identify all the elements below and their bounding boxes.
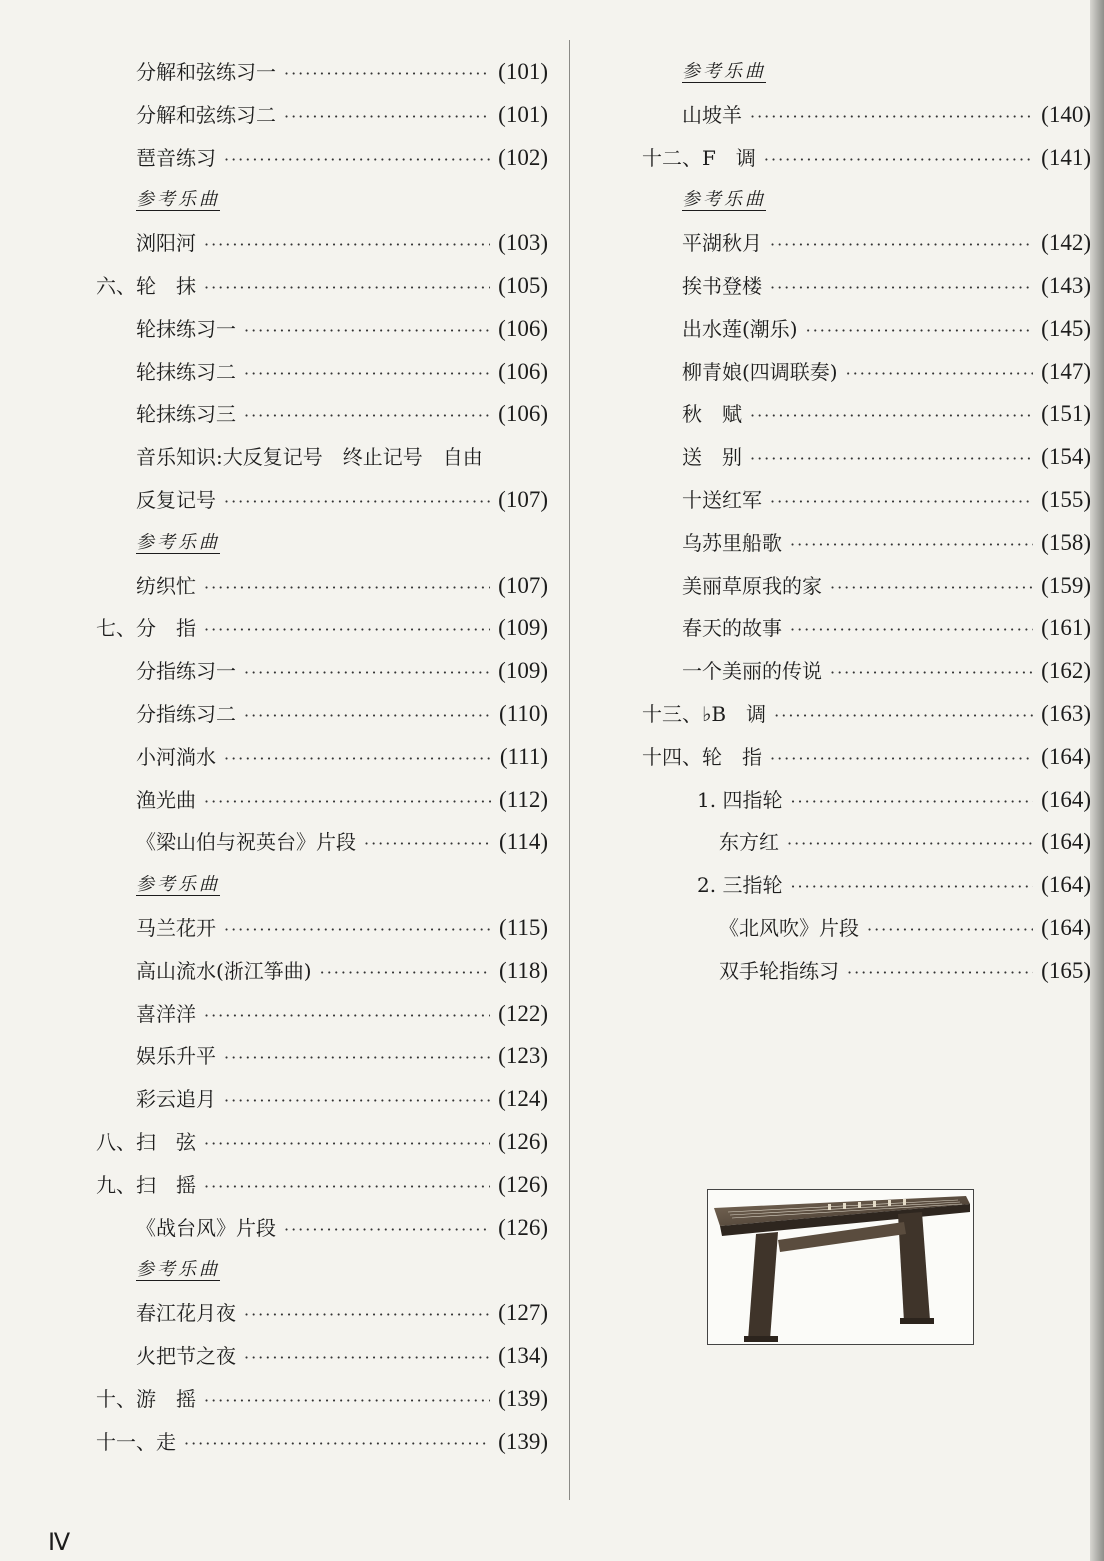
toc-page-number: (126) [498,1129,548,1154]
dot-leader [244,1344,490,1372]
toc-page-number: (110) [499,701,548,726]
toc-entry-title: 十送红军 [682,488,762,512]
toc-entry [96,1428,548,1458]
toc-entry-title: 轮抹练习一 [136,316,236,341]
toc-page-number: (114) [499,829,548,855]
toc-page-number: (143) [1041,273,1091,298]
dot-leader [770,488,1033,516]
dot-leader [364,830,491,858]
toc-entry [136,657,548,687]
toc-page-number: (122) [498,1000,548,1026]
toc-page-number: (164) [1041,872,1091,898]
toc-entry-title: 双手轮指练习 [719,958,839,983]
toc-entry-title: 马兰花开 [136,916,216,940]
dot-leader [790,788,1033,816]
toc-page-number: (154) [1041,444,1091,470]
toc-entry-title: 一个美丽的传说 [682,659,822,684]
toc-entry-title: 九、扫 摇 [96,1172,196,1197]
dot-leader [770,745,1033,773]
toc-page-number: (164) [1041,786,1091,812]
toc-entry [719,957,1091,987]
toc-entry [642,700,1091,730]
toc-page-number: (164) [1041,743,1091,769]
toc-entry [136,700,548,730]
toc-entry-title: 八、扫 弦 [96,1130,196,1154]
toc-heading [136,871,548,899]
toc-entry [682,486,1091,516]
toc-entry [682,358,1091,388]
toc-entry [136,1042,548,1072]
dot-leader [224,916,491,944]
toc-entry-title: 分指练习一 [136,659,236,684]
toc-page-number: (159) [1041,572,1091,598]
toc-entry [136,914,548,944]
toc-entry [136,1299,548,1329]
toc-heading [136,1256,548,1284]
toc-entry-title: 秋 赋 [682,402,742,427]
toc-page-number: (115) [499,915,548,940]
dot-leader [284,60,490,88]
dot-leader [204,788,491,816]
toc-page-number: (112) [499,786,548,812]
dot-leader [846,360,1034,388]
toc-page-number: (101) [498,101,548,127]
toc-entry-title: 彩云追月 [136,1087,216,1112]
toc-entry [682,272,1091,302]
toc-entry-title: 参考乐曲 [136,1259,220,1281]
toc-entry [136,101,548,131]
toc-entry [136,486,548,516]
toc-page-number: (134) [498,1343,548,1368]
toc-page-number: (109) [498,615,548,641]
dot-leader [284,1216,490,1244]
dot-leader [244,317,490,345]
toc-entry [96,614,548,644]
toc-entry-title: 十、游 摇 [96,1386,196,1411]
toc-entry [136,400,548,430]
dot-leader [224,488,490,516]
dot-leader [790,616,1033,644]
toc-entry [136,443,556,471]
toc-entry-title: 参考乐曲 [136,874,220,896]
toc-entry [136,144,548,174]
toc-entry [136,957,548,987]
dot-leader [284,103,490,131]
dot-leader [244,702,491,730]
guzheng-photo [707,1189,974,1345]
toc-page-number: (118) [499,957,548,983]
toc-entry [136,743,548,773]
toc-page-number: (163) [1041,701,1091,726]
toc-entry-title: 浏阳河 [136,231,196,256]
dot-leader [830,659,1033,687]
toc-page-number: (139) [498,1385,548,1411]
dot-leader [244,1301,490,1329]
toc-entry-title: 十四、轮 指 [642,744,762,769]
toc-entry-title: 小河淌水 [136,744,216,769]
toc-page-number: (141) [1041,144,1091,170]
dot-leader [224,1087,490,1115]
dot-leader [244,659,490,687]
toc-page-number: (155) [1041,487,1091,512]
dot-leader [224,745,492,773]
dot-leader [204,274,490,302]
toc-entry-title: 喜洋洋 [136,1001,196,1026]
toc-entry-title: 参考乐曲 [682,61,766,82]
toc-entry-title: 《梁山伯与祝英台》片段 [136,830,356,855]
dot-leader [790,873,1033,901]
toc-page-number: (165) [1041,957,1091,983]
toc-entry [96,1385,548,1415]
dot-leader [750,445,1033,473]
dot-leader [204,1387,490,1415]
toc-entry-title: 七、分 指 [96,616,196,641]
toc-entry-title: 娱乐升平 [136,1044,216,1069]
toc-entry-title: 十二、F 调 [642,145,756,170]
dot-leader [750,402,1033,430]
column-divider [569,40,570,1500]
toc-entry [136,786,548,816]
toc-entry [136,572,548,602]
toc-page-number: (107) [498,572,548,598]
toc-entry [136,1342,548,1372]
toc-page-number: (140) [1041,101,1091,127]
toc-entry-title: 参考乐曲 [682,189,766,211]
toc-page-number: (111) [499,743,548,769]
toc-entry [136,58,548,88]
toc-entry-title: 平湖秋月 [682,231,762,256]
toc-entry [136,358,548,388]
toc-entry-title: 轮抹练习三 [136,402,236,427]
toc-entry-title: 出水莲(潮乐) [682,316,798,341]
toc-entry-title: 春天的故事 [682,616,782,641]
toc-page-number: (164) [1041,915,1091,940]
toc-entry-title: 十一、走 [96,1429,176,1454]
toc-entry [719,914,1091,944]
dot-leader [750,103,1033,131]
dot-leader [224,1044,490,1072]
toc-entry [136,828,548,858]
toc-entry [96,272,548,302]
toc-page-number: (109) [498,658,548,684]
toc-page-number: (106) [498,315,548,341]
toc-heading [136,186,548,214]
dot-leader [224,146,490,174]
toc-entry-title: 春江花月夜 [136,1301,236,1326]
toc-page-number: (158) [1041,529,1091,555]
toc-entry-title: 琶音练习 [136,145,216,170]
dot-leader [204,1130,490,1158]
toc-page-number: (105) [498,273,548,298]
toc-entry-title: 参考乐曲 [136,189,220,211]
dot-leader [847,959,1033,987]
dot-leader [320,959,491,987]
toc-entry-title: 纺织忙 [136,573,196,598]
dot-leader [204,574,490,602]
toc-entry [682,572,1091,602]
toc-entry-title: 反复记号 [136,488,216,512]
toc-page-number: (161) [1041,615,1091,641]
toc-page-number: (106) [498,358,548,384]
toc-entry [136,229,548,259]
toc-entry-title: 火把节之夜 [136,1344,236,1368]
toc-entry [642,144,1091,174]
toc-page-number: (147) [1041,358,1091,384]
dot-leader [204,231,490,259]
toc-page-number: (139) [498,1428,548,1454]
dot-leader [774,702,1033,730]
toc-entry [682,229,1091,259]
toc-entry [136,1000,548,1030]
toc-entry [697,871,1091,901]
dot-leader [787,830,1033,858]
toc-entry-title: 轮抹练习二 [136,359,236,384]
toc-entry [96,1128,548,1158]
toc-entry-title: 分解和弦练习二 [136,102,276,127]
dot-leader [204,616,490,644]
toc-entry [136,1214,548,1244]
toc-page-number: (162) [1041,658,1091,684]
page-number: Ⅳ [48,1530,71,1556]
toc-entry-title: 六、轮 抹 [96,274,196,298]
toc-page-number: (126) [498,1171,548,1197]
toc-entry [682,657,1091,687]
dot-leader [770,274,1033,302]
dot-leader [244,360,490,388]
toc-page-number: (103) [498,230,548,256]
toc-page-number: (145) [1041,315,1091,341]
dot-leader [204,1002,490,1030]
toc-page-number: (106) [498,401,548,427]
toc-entry [682,400,1091,430]
toc-entry-title: 十三、♭B 调 [642,702,767,726]
toc-entry-title: 参考乐曲 [136,531,220,553]
dot-leader [204,1173,490,1201]
toc-entry-title: 2. 三指轮 [697,873,783,898]
toc-entry-title: 送 别 [682,445,742,470]
dot-leader [806,317,1034,345]
toc-page-number: (124) [498,1086,548,1112]
dot-leader [770,231,1033,259]
toc-entry [682,529,1091,559]
dot-leader [764,146,1033,174]
toc-heading [682,58,1091,86]
toc-heading [136,529,548,557]
toc-entry-title: 柳青娘(四调联奏) [682,359,838,384]
toc-entry-title: 分解和弦练习一 [136,60,276,84]
toc-entry [136,315,548,345]
toc-page-number: (123) [498,1043,548,1069]
toc-entry [682,101,1091,131]
toc-entry [697,786,1091,816]
toc-entry-title: 乌苏里船歌 [682,530,782,555]
toc-entry [719,828,1091,858]
toc-entry [682,315,1091,345]
toc-entry-title: 音乐知识:大反复记号 终止记号 自由 [136,445,483,470]
toc-entry-title: 《北风吹》片段 [719,916,859,940]
toc-page-number: (107) [498,487,548,512]
toc-entry-title: 山坡羊 [682,102,742,127]
toc-entry-title: 东方红 [719,830,779,855]
toc-page-number: (164) [1041,829,1091,855]
toc-page-number: (101) [498,59,548,84]
toc-entry-title: 挨书登楼 [682,274,762,298]
toc-page-number: (126) [498,1214,548,1240]
toc-page-number: (142) [1041,230,1091,256]
toc-entry-title: 分指练习二 [136,702,236,726]
dot-leader [790,531,1033,559]
toc-page-number: (102) [498,144,548,170]
toc-entry-title: 高山流水(浙江筝曲) [136,958,312,983]
toc-page-number: (127) [498,1300,548,1326]
dot-leader [867,916,1033,944]
toc-page-number: (151) [1041,401,1091,427]
toc-entry [682,614,1091,644]
toc-entry-title: 美丽草原我的家 [682,573,822,598]
toc-entry [96,1171,548,1201]
toc-entry [642,743,1091,773]
dot-leader [830,574,1033,602]
toc-entry-title: 渔光曲 [136,787,196,812]
dot-leader [184,1430,490,1458]
toc-entry [136,1085,548,1115]
toc-entry [682,443,1091,473]
toc-entry-title: 1. 四指轮 [697,787,783,812]
toc-heading [682,186,1091,214]
toc-entry-title: 《战台风》片段 [136,1215,276,1240]
dot-leader [244,402,490,430]
page-edge-shadow [1090,0,1104,1561]
